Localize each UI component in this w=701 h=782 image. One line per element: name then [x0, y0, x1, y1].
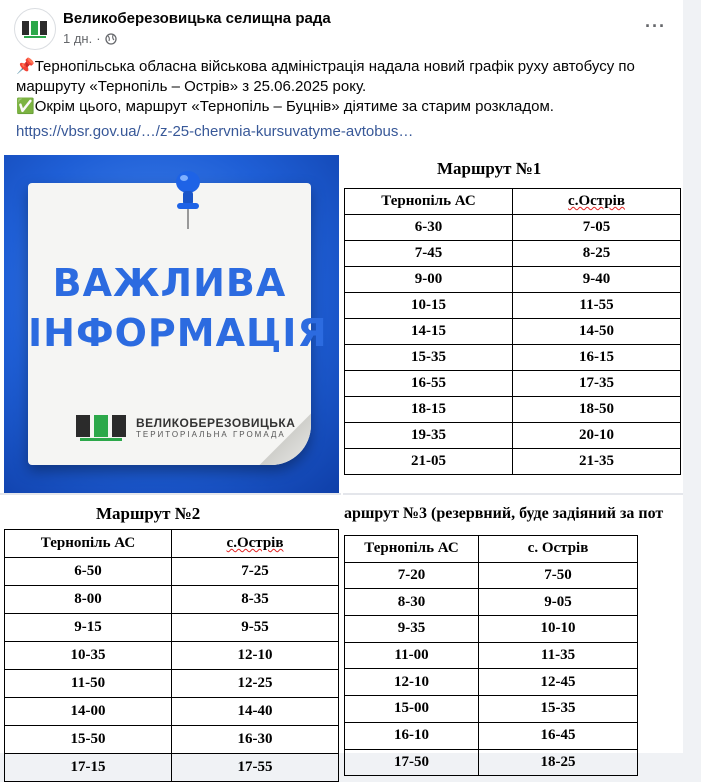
meta-separator: · [96, 31, 101, 46]
route3-row [345, 562, 638, 589]
pin-emoji-icon: 📌 [16, 58, 35, 75]
route3-arrival-cell: 18-25 [479, 749, 638, 776]
route1-departure-cell: 16-55 [345, 371, 513, 397]
route1-row [345, 215, 681, 241]
route2-departure-cell: 8-00 [5, 586, 172, 614]
route2-departure-cell: 15-50 [5, 726, 172, 754]
route1-arrival-cell: 8-25 [513, 241, 681, 267]
page-name-link[interactable]: Великоберезовицька селищна рада [63, 10, 331, 27]
community-logo [74, 411, 295, 443]
route3-row [345, 589, 638, 616]
check-emoji-icon: ✅ [16, 98, 35, 115]
logo-title: ВЕЛИКОБЕРЕЗОВИЦЬКА [136, 415, 296, 430]
route1-header-to: с.Острів [513, 189, 681, 215]
post-paragraph-1: 📌Тернопільська обласна військова адміністрація надала новий графік руху автобусу по маршруту «Тернопіль – Острів» з 25.06.2025 року. [16, 58, 635, 95]
route2-arrival-cell: 8-35 [172, 586, 339, 614]
route2-row [5, 642, 339, 670]
route3-row [345, 722, 638, 749]
route1-row [345, 345, 681, 371]
more-dots-icon[interactable]: ··· [645, 16, 666, 36]
route3-arrival-cell: 10-10 [479, 616, 638, 643]
route1-arrival-cell: 17-35 [513, 371, 681, 397]
route1-departure-cell: 15-35 [345, 345, 513, 371]
route3-departure-cell: 16-10 [345, 722, 479, 749]
route1-row [345, 267, 681, 293]
logo-text [136, 416, 295, 439]
route3-title: аршрут №3 (резервний, буде задіяний за пот [344, 505, 664, 522]
route1-table [344, 188, 681, 475]
post-meta [63, 31, 117, 46]
route2-row [5, 670, 339, 698]
route2-arrival-cell: 17-55 [172, 754, 339, 782]
route2-departure-cell: 10-35 [5, 642, 172, 670]
route3-arrival-cell: 11-35 [479, 642, 638, 669]
community-logo-mark-icon [74, 411, 130, 443]
post-time-link[interactable]: 1 дн. [63, 31, 93, 46]
route1-arrival-cell: 21-35 [513, 449, 681, 475]
media-vertical-gap [341, 153, 343, 753]
route2-departure-cell: 14-00 [5, 698, 172, 726]
route3-row [345, 749, 638, 776]
route3-body [345, 562, 638, 776]
route2-arrival-cell: 14-40 [172, 698, 339, 726]
post-media [0, 153, 683, 775]
route1-arrival-cell: 16-15 [513, 345, 681, 371]
post-header [14, 6, 674, 50]
route3-header-from: Тернопіль АС [345, 536, 479, 563]
post-paragraph-2: ✅Окрім цього, маршрут «Тернопіль – Буцнів» діятиме за старим розкладом. [16, 98, 554, 115]
route3-departure-cell: 15-00 [345, 696, 479, 723]
route2-arrival-cell: 9-55 [172, 614, 339, 642]
logo-subtitle: ТЕРИТОРІАЛЬНА ГРОМАДА [136, 429, 286, 439]
route2-row [5, 726, 339, 754]
route3-departure-cell: 9-35 [345, 616, 479, 643]
important-info-image[interactable] [4, 155, 339, 493]
route1-row [345, 371, 681, 397]
route3-arrival-cell: 7-50 [479, 562, 638, 589]
route1-departure-cell: 14-15 [345, 319, 513, 345]
route3-header-row [345, 536, 638, 563]
route2-arrival-cell: 16-30 [172, 726, 339, 754]
route2-title: Маршрут №2 [96, 504, 201, 523]
headline-line-2: ІНФОРМАЦІЯ [28, 311, 328, 355]
route1-row [345, 397, 681, 423]
route3-arrival-cell: 12-45 [479, 669, 638, 696]
route3-header-to: с. Острів [479, 536, 638, 563]
route1-arrival-cell: 7-05 [513, 215, 681, 241]
route1-departure-cell: 21-05 [345, 449, 513, 475]
route1-row [345, 449, 681, 475]
route3-departure-cell: 17-50 [345, 749, 479, 776]
push-pin-icon [174, 169, 202, 231]
route1-departure-cell: 6-30 [345, 215, 513, 241]
route1-arrival-cell: 14-50 [513, 319, 681, 345]
route2-departure-cell: 11-50 [5, 670, 172, 698]
route2-arrival-cell: 7-25 [172, 558, 339, 586]
route2-row [5, 586, 339, 614]
route3-row [345, 669, 638, 696]
route2-header-to: с.Острів [172, 530, 339, 558]
community-logo-icon [21, 18, 49, 40]
route2-header-from: Тернопіль АС [5, 530, 172, 558]
route2-header-row [5, 530, 339, 558]
route2-row [5, 698, 339, 726]
post-link[interactable]: https://vbsr.gov.ua/…/z-25-chervnia-kursuvatyme-avtobus… [16, 123, 414, 140]
route1-row [345, 423, 681, 449]
headline-line-1: ВАЖЛИВА [52, 261, 287, 305]
route2-body [5, 558, 339, 782]
route1-arrival-cell: 20-10 [513, 423, 681, 449]
globe-icon [105, 33, 117, 45]
route2-arrival-cell: 12-25 [172, 670, 339, 698]
sticky-note [28, 183, 328, 465]
route1-arrival-cell: 11-55 [513, 293, 681, 319]
route1-departure-cell: 18-15 [345, 397, 513, 423]
route3-table [344, 535, 638, 776]
route2-row [5, 754, 339, 782]
route3-row [345, 616, 638, 643]
route1-row [345, 293, 681, 319]
route1-arrival-cell: 18-50 [513, 397, 681, 423]
route3-arrival-cell: 15-35 [479, 696, 638, 723]
route1-header-from: Тернопіль АС [345, 189, 513, 215]
route2-arrival-cell: 12-10 [172, 642, 339, 670]
route2-row [5, 614, 339, 642]
route2-departure-cell: 6-50 [5, 558, 172, 586]
route1-departure-cell: 7-45 [345, 241, 513, 267]
route3-arrival-cell: 9-05 [479, 589, 638, 616]
route2-row [5, 558, 339, 586]
route1-row [345, 319, 681, 345]
route1-departure-cell: 9-00 [345, 267, 513, 293]
route2-departure-cell: 17-15 [5, 754, 172, 782]
route3-row [345, 696, 638, 723]
post-body [16, 57, 656, 142]
avatar[interactable] [14, 8, 56, 50]
route1-body [345, 215, 681, 475]
route3-departure-cell: 11-00 [345, 642, 479, 669]
route3-departure-cell: 12-10 [345, 669, 479, 696]
route2-table [4, 529, 339, 782]
route1-departure-cell: 10-15 [345, 293, 513, 319]
route1-header-row [345, 189, 681, 215]
route3-departure-cell: 8-30 [345, 589, 479, 616]
route3-row [345, 642, 638, 669]
route3-arrival-cell: 16-45 [479, 722, 638, 749]
route1-row [345, 241, 681, 267]
route1-title: Маршрут №1 [437, 159, 542, 178]
route1-departure-cell: 19-35 [345, 423, 513, 449]
route2-departure-cell: 9-15 [5, 614, 172, 642]
route3-departure-cell: 7-20 [345, 562, 479, 589]
route1-arrival-cell: 9-40 [513, 267, 681, 293]
